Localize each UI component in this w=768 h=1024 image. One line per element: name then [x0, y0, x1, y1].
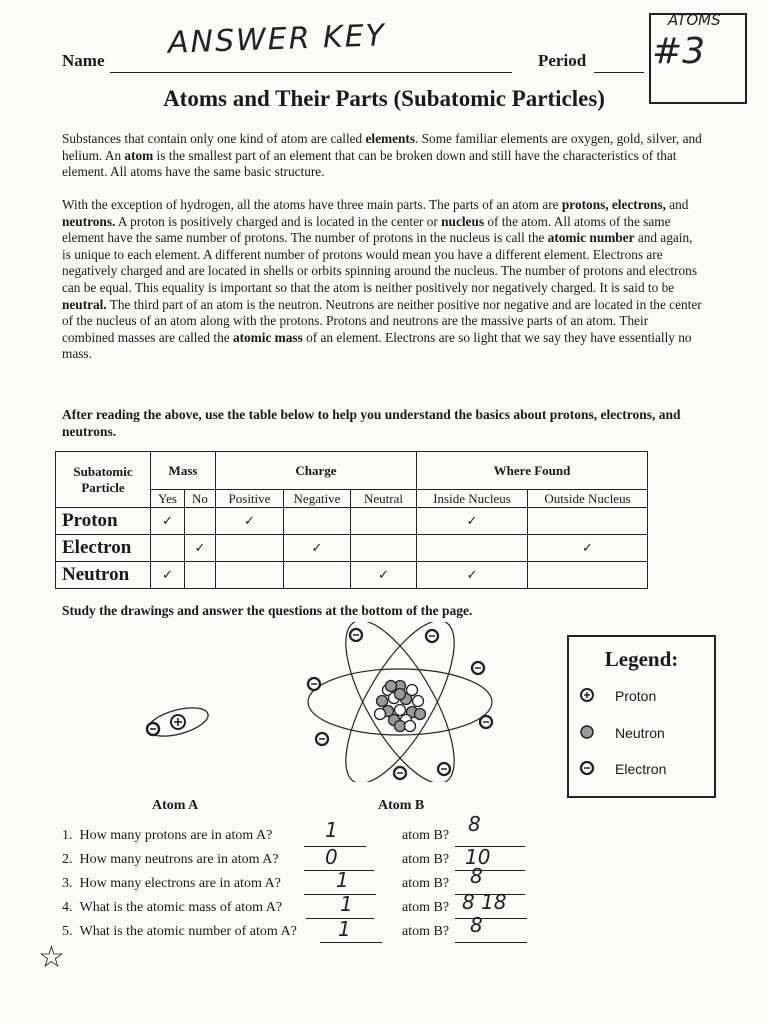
question-1-b: atom B?: [402, 828, 450, 843]
subheader-positive: Positive: [216, 490, 284, 508]
subheader-yes: Yes: [151, 490, 185, 508]
page-title: Atoms and Their Parts (Subatomic Particles): [163, 86, 605, 111]
subheader-inside-nucleus: Inside Nucleus: [417, 490, 528, 508]
drawings-instruction: Study the drawings and answer the questions at the bottom of the page.: [62, 603, 473, 618]
check-electron-mass-no: ✓: [185, 535, 216, 562]
question-5: 5. What is the atomic number of atom A?: [62, 924, 297, 939]
atom-a-label: Atom A: [152, 798, 199, 813]
answer-a-1: 1: [325, 818, 338, 842]
legend-neutron-label: Neutron: [615, 725, 665, 741]
answer-a-2: 0: [325, 845, 338, 869]
subheader-negative: Negative: [284, 490, 351, 508]
legend-box: [567, 635, 716, 798]
check-proton-inside: ✓: [417, 508, 528, 535]
name-line: [110, 72, 512, 73]
question-4-b: atom B?: [402, 900, 450, 915]
period-label: Period: [538, 51, 587, 70]
atom-b-label: Atom B: [378, 798, 425, 813]
question-2: 2. How many neutrons are in atom A?: [62, 852, 279, 867]
answer-b-2: 10: [465, 845, 491, 869]
question-2-b: atom B?: [402, 852, 450, 867]
question-3: 3. How many electrons are in atom A?: [62, 876, 281, 891]
table-row: [56, 562, 648, 589]
name-label: Name: [62, 51, 105, 70]
legend-title: Legend:: [604, 647, 679, 671]
intro-paragraph-1: Substances that contain only one kind of atom are called elements. Some familiar elements are oxygen, gold, silver, and helium. An atom is the smallest part of an element that can be broken down and still have the characteristics of that element. All atoms have the same basic structure.: [62, 131, 702, 180]
check-neutron-inside: ✓: [417, 562, 528, 589]
check-neutron-mass-yes: ✓: [151, 562, 185, 589]
intro-paragraph-2: With the exception of hydrogen, all the atoms have three main parts. The parts of an atom are protons, electrons, and neutrons. A proton is positively charged and is located in the center or nucleus of the atom. All atoms of the same element have the same number of protons. The number of protons in the nucleus is call the atomic number and again, is unique to each element. A different number of protons would mean you have a different element. Electrons are negatively charged and are located in shells or orbits spinning around the nucleus. The number of protons and electrons can be equal. This equality is important so that the atom is neither positively nor negatively charged. It is said to be neutral. The third part of an atom is the neutron. Neutrons are neither positive nor negative and are located in the center of the nucleus of an atom along with the protons. Protons and neutrons are the massive parts of an atom. Their combined masses are called the atomic mass of an element. Electrons are so light that we say they have essentially no mass.: [62, 197, 702, 362]
box-number: #3: [652, 31, 706, 72]
name-handwritten: ANSWER KEY: [167, 18, 387, 61]
answer-line: [320, 942, 382, 943]
header-particle: Subatomic Particle: [56, 452, 151, 508]
answer-b-3: 8: [470, 864, 483, 888]
question-1: 1. How many protons are in atom A?: [62, 828, 273, 843]
atom-a-drawing: [140, 700, 215, 745]
electron-icon: [579, 760, 595, 776]
table-row: [56, 508, 648, 535]
answer-b-1: 8: [468, 812, 481, 836]
question-5-b: atom B?: [402, 924, 450, 939]
check-neutron-neutral: ✓: [351, 562, 417, 589]
check-proton-mass-yes: ✓: [151, 508, 185, 535]
answer-a-4: 1: [340, 892, 353, 916]
answer-b-4: 8 18: [462, 890, 507, 914]
star-icon: ☆: [38, 941, 65, 974]
check-electron-outside: ✓: [528, 535, 648, 562]
answer-line: [455, 870, 525, 871]
check-electron-negative: ✓: [284, 535, 351, 562]
subatomic-table: [55, 451, 648, 589]
check-proton-positive: ✓: [216, 508, 284, 535]
header-where-found: Where Found: [417, 452, 648, 490]
period-line: [594, 72, 644, 73]
row-label-neutron: Neutron: [56, 562, 151, 589]
subheader-neutral: Neutral: [351, 490, 417, 508]
neutron-icon: [579, 724, 595, 740]
header-charge: Charge: [216, 452, 417, 490]
box-top-text: ATOMS: [668, 11, 721, 29]
answer-b-5: 8: [470, 913, 483, 937]
legend-electron-label: Electron: [615, 761, 667, 777]
table-row: [56, 535, 648, 562]
proton-icon: [579, 687, 595, 703]
row-label-proton: Proton: [56, 508, 151, 535]
header-mass: Mass: [151, 452, 216, 490]
atom-b-drawing: [300, 622, 500, 782]
question-4: 4. What is the atomic mass of atom A?: [62, 900, 283, 915]
question-3-b: atom B?: [402, 876, 450, 891]
subheader-outside-nucleus: Outside Nucleus: [528, 490, 648, 508]
legend-proton-label: Proton: [615, 688, 657, 704]
answer-line: [455, 918, 527, 919]
row-label-electron: Electron: [56, 535, 151, 562]
subheader-no: No: [185, 490, 216, 508]
answer-a-3: 1: [336, 868, 349, 892]
answer-a-5: 1: [338, 917, 351, 941]
table-instruction: After reading the above, use the table below to help you understand the basics about protons, electrons, and neutrons.: [62, 407, 681, 439]
answer-line: [455, 942, 527, 943]
